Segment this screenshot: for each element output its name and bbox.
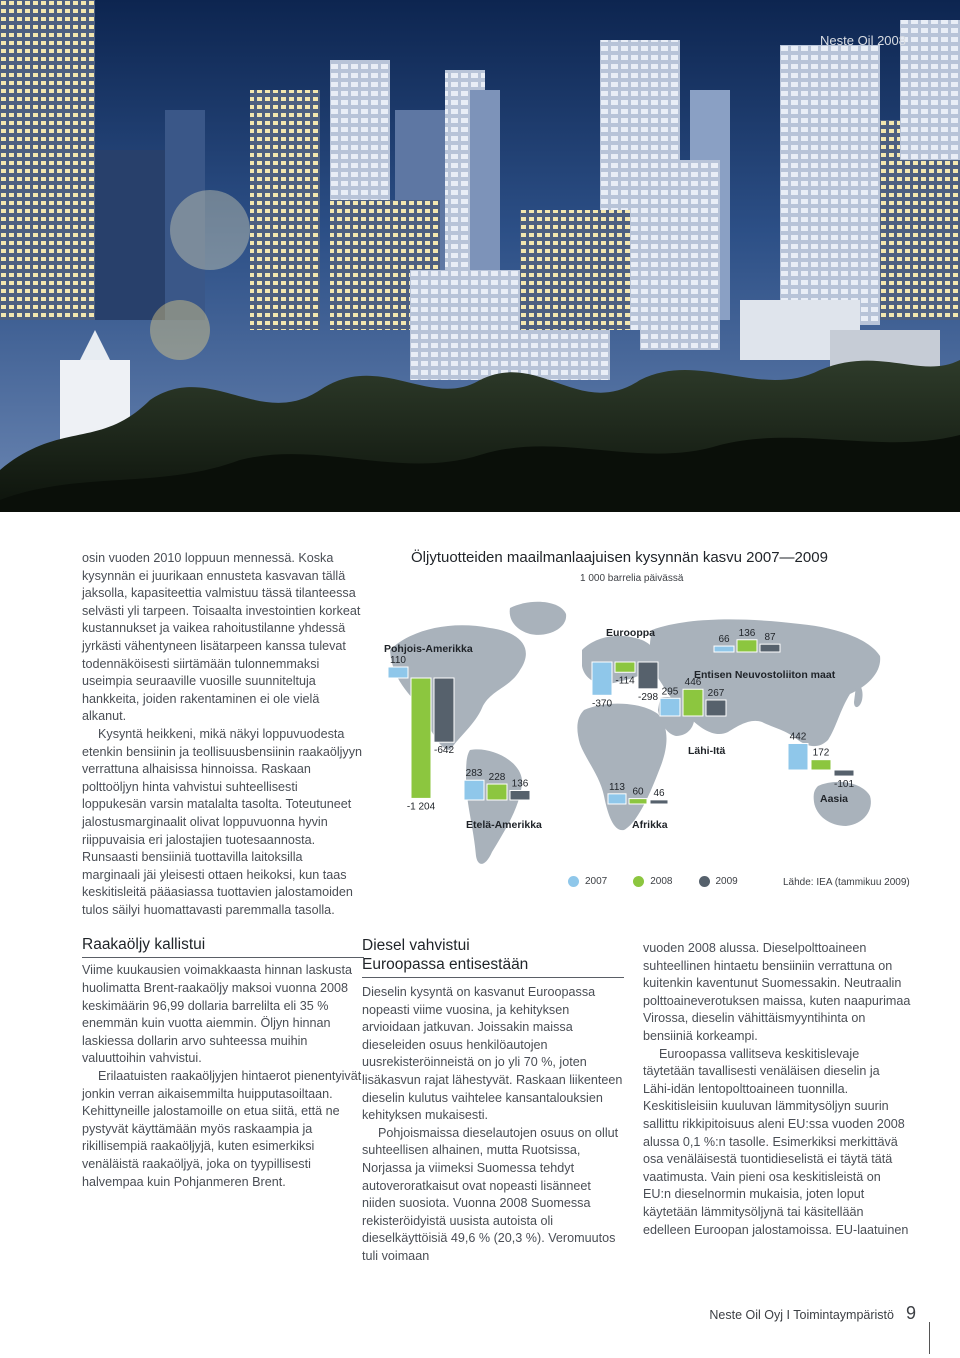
middle-paragraph-1: Dieselin kysyntä on kasvanut Euroopassa nopeasti viime vuosina, ja kehityksen arvioidaan jatkuvan. Joissakin maissa dieseleiden osuus henkilöautojen uusrekisteröinneistä on jo yli 70 %, joten lisäkasvun rajat lähestyvät. Raskaan liikenteen dieselin kulutus vaihtelee kansantalouksien kehityksen mukaisesti. — [362, 985, 623, 1123]
bar-2007-6 — [788, 743, 808, 770]
legend-label-2007: 2007 — [585, 876, 608, 887]
region-label-1: Etelä-Amerikka — [466, 819, 542, 831]
left-paragraph-4: Erilaatuisten raakaöljyjen hintaerot pienentyivät jonkin verran aikaisemmilta huipputasoiltaan. Kehittyneille jalostamoille on etua siitä, että ne pystyvät käyttämään myös raskaampia ja rikillisempiä raakaöljyjä, kuten esimerkiksi venäläistä raakaöljyä, joka on tyypillisesti halvempaa kuin Pohjanmeren Brent. — [82, 1069, 362, 1189]
region-label-5: Afrikka — [632, 819, 668, 831]
bar-label-2008-0: -1 204 — [406, 801, 436, 813]
legend-swatch-2009 — [699, 876, 710, 887]
middle-heading-line-1: Diesel vahvistui — [362, 937, 470, 954]
bar-label-2009-2: -298 — [637, 691, 659, 703]
footer-separator: I — [786, 1308, 790, 1322]
region-label-3: Entisen Neuvostoliiton maat — [694, 669, 836, 681]
bar-2007-0 — [388, 667, 408, 678]
world-map-chart — [370, 590, 910, 870]
bar-2007-1 — [464, 780, 484, 800]
middle-paragraph-2: Pohjoismaissa dieselautojen osuus on ollut suhteellisen alhainen, mutta Ruotsissa, Norjassa ja viimeksi Suomessa tehdyt autoveroratkaisut ovat nopeasti lisänneet niiden suosiota. Vuonna 2008 Suomessa rekisteröidyistä uusista autoista oli dieselkäyttöisiä 49,6 % (20,3 %). Veromuutos tuli voimaan — [362, 1125, 619, 1263]
bar-label-2008-1: 228 — [488, 772, 506, 784]
bar-2009-5 — [650, 800, 668, 804]
bar-label-2008-3: 136 — [738, 627, 756, 639]
middle-heading-line-2: Euroopassa entisestään — [362, 955, 624, 978]
bar-2008-4 — [683, 689, 703, 716]
left-intro-paragraph: osin vuoden 2010 loppuun mennessä. Koska kysynnän ei juurikaan ennusteta kasvavan tällä jaksolla, kapasiteettia valmistuu tässä tilanteessa selvästi yli tarpeen. Toisaalta investointien korkeat kustannukset ja vaikea rahoitustilanne yhdessä jyrkästi vähentyneen lisätarpeen kanssa tulevat todennäköisesti siirtämään tulonnemmaksi useimpia seuraaville vuosille suunniteltuja hankkeita, joiden rakentaminen ei ole vielä alkanut. — [82, 551, 361, 724]
bar-label-2008-5: 60 — [632, 786, 644, 798]
legend-swatch-2007 — [568, 876, 579, 887]
bar-label-2007-3: 66 — [718, 634, 730, 646]
bar-2009-6 — [834, 770, 854, 776]
legend-label-2008: 2008 — [650, 876, 673, 887]
left-column — [82, 550, 364, 1191]
bar-2007-2 — [592, 662, 612, 695]
bar-label-2009-0: -642 — [433, 745, 455, 757]
bar-2008-3 — [737, 640, 757, 652]
chart-unit: 1 000 barrelia päivässä — [580, 573, 684, 584]
region-label-2: Eurooppa — [606, 627, 655, 639]
bar-label-2009-3: 87 — [764, 632, 776, 644]
city-skyline-photo — [0, 0, 960, 512]
page-footer — [709, 1303, 916, 1324]
bar-label-2007-0: 110 — [390, 655, 406, 666]
city-photo-illustration — [0, 0, 960, 512]
footer-company — [709, 1308, 894, 1322]
bar-2009-0 — [434, 678, 454, 742]
chart-source: Lähde: IEA (tammikuu 2009) — [783, 877, 910, 888]
bar-2008-1 — [487, 784, 507, 800]
region-label-6: Aasia — [820, 793, 849, 805]
bar-2009-1 — [510, 790, 530, 800]
bar-2007-3 — [714, 646, 734, 652]
left-paragraph-2: Kysyntä heikkeni, mikä näkyi loppuvuodesta etenkin bensiinin ja teollisuusbensiinin raakaöljyyn verrattuna alhaisissa hinnoissa. Raskaan polttoöljyn hinta vahvistui suhteellisesti loppukesän varsin matalalta tasolta. Toteutuneet jalostusmarginaalit olivat loppuvuonna hyvin riippuvaisia eri jalostajien tuotesaannosta. Runsaasti bensiiniä tuottavilla laitoksilla marginaali jäi yleisesti ottaen heikoksi, kun taas keskitisleitä pääasiassa tuottavien jalostamoiden tulos säilyi huomattavasti paremmalla tasolla. — [82, 726, 363, 917]
footer-section: Toimintaympäristö — [793, 1308, 894, 1322]
bar-label-2009-5: 46 — [653, 787, 665, 799]
bar-label-2008-2: -114 — [615, 675, 635, 687]
legend-swatch-2008 — [633, 876, 644, 887]
left-paragraph-3: Viime kuukausien voimakkaasta hinnan laskusta huolimatta Brent-raakaöljy maksoi vuonna 2008 keskimäärin 96,99 dollaria barrelilta eli 35 % enemmän kuin vuotta aiemmin. Öljyn hinnan laskiessa dollarin arvo suhteessa muihin valuuttoihin vahvistui. — [82, 963, 352, 1066]
left-section-heading: Raakaöljy kallistui — [82, 935, 364, 958]
bar-label-2007-1: 283 — [465, 768, 483, 780]
bar-2007-4 — [660, 698, 680, 716]
bar-label-2007-5: 113 — [609, 781, 625, 793]
right-paragraph-1: vuoden 2008 alussa. Dieselpolttoaineen suhteellinen hintaetu bensiiniin verrattuna on kuitenkin kaventunut Suomessakin. Neutraalin polttoaineverotuksen maissa, kuten naapurimaa Virossa, dieselin vähittäismyyntihinta on bensiiniä korkeampi. — [643, 941, 911, 1043]
chart-title: Öljytuotteiden maailmanlaajuisen kysynnän kasvu 2007—2009 — [411, 549, 828, 566]
bar-2009-3 — [760, 644, 780, 652]
footer-company-name: Neste Oil Oyj — [709, 1308, 784, 1322]
bar-label-2009-6: -101 — [833, 779, 855, 791]
header-brand: Neste Oil 2008 — [820, 33, 906, 48]
continent-greenland — [510, 602, 566, 635]
region-label-4: Lähi-Itä — [688, 745, 726, 757]
page-number: 9 — [905, 1303, 916, 1323]
bar-label-2009-1: 136 — [511, 778, 529, 790]
bar-2008-0 — [411, 678, 431, 798]
bar-label-2009-4: 267 — [707, 687, 725, 699]
right-column — [643, 940, 911, 1239]
bar-2008-2 — [615, 662, 635, 672]
chart-legend — [568, 876, 738, 887]
bar-label-2007-2: -370 — [591, 698, 613, 710]
continent-africa — [577, 704, 666, 831]
bar-2007-5 — [608, 794, 626, 804]
bar-2009-4 — [706, 700, 726, 716]
bar-label-2007-6: 442 — [789, 731, 807, 743]
continent-south-america — [466, 749, 522, 864]
legend-label-2009: 2009 — [715, 876, 738, 887]
bar-label-2008-6: 172 — [812, 747, 830, 759]
bar-label-2008-4: 446 — [684, 677, 702, 689]
middle-column — [362, 936, 624, 1266]
region-label-0: Pohjois-Amerikka — [384, 643, 473, 655]
bar-2008-6 — [811, 760, 831, 770]
bar-label-2007-4: 295 — [661, 686, 679, 698]
footer-rule — [929, 1322, 930, 1354]
bar-2009-2 — [638, 662, 658, 689]
right-paragraph-2: Euroopassa vallitseva keskitislevaje täytetään tavallisesti venäläisen dieselin ja Lähi-idän lentopolttoaineen tuonnilla. Keskitisleisiin kuuluvan lämmitysöljyn suurin sallittu rikkipitoisuus aleni EU:ssa vuoden 2008 alussa 0,1 %:n tasolle. Esimerkiksi merkittävä osa venäläisestä tuontidieselistä ei täytä tätä vaatimusta. Vain pieni osa keskitisleistä on EU:n dieselnormin mukaisia, joten loput käytetään lämmitysöljynä tai käsitellään edelleen Euroopan jalostamoissa. EU-laatuinen — [643, 1046, 909, 1237]
bar-2008-5 — [629, 799, 647, 804]
